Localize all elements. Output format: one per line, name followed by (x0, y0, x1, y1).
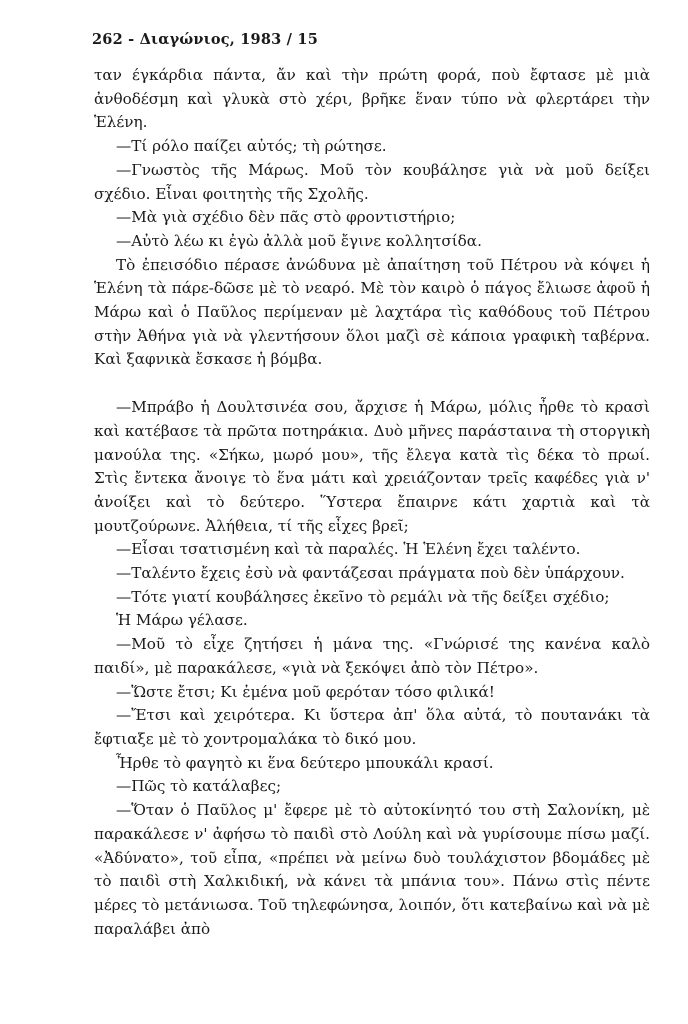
paragraph: Ἦρθε τὸ φαγητὸ κι ἕνα δεύτερο μπουκάλι κρασί. (116, 753, 494, 772)
paragraph: Τὸ ἐπεισόδιο πέρασε ἀνώδυνα μὲ ἀπαίτηση τοῦ Πέτρου νὰ κόψει ἡ Ἑλένη τὰ πάρε-δῶσε μὲ τὸ νεαρό. Μὲ τὸν καιρὸ ὁ πάγος ἔλιωσε ἀφοῦ ἡ Μάρω καὶ ὁ Παῦλος περίμεναν μὲ λαχτάρα τὶς καθόδους τοῦ Πέτρου στὴν Ἀθήνα γιὰ νὰ γλεντήσουν ὅλοι μαζὶ σὲ κάποια γραφικὴ ταβέρνα. Καὶ ξαφνικὰ ἔσκασε ἡ βόμβα. (94, 255, 650, 369)
paragraph: —Μοῦ τὸ εἶχε ζητήσει ἡ μάνα της. «Γνώρισέ της κανένα καλὸ παιδί», μὲ παρακάλεσε, «γιὰ νὰ ξεκόψει ἀπὸ τὸν Πέτρο». (94, 635, 650, 677)
paragraph: —Πῶς τὸ κατάλαβες; (116, 777, 282, 796)
paragraph: —Τότε γιατί κουβάλησες ἐκεῖνο τὸ ρεμάλι νὰ τῆς δείξει σχέδιο; (116, 587, 610, 606)
paragraph: —Γνωστὸς τῆς Μάρως. Μοῦ τὸν κουβάλησε γιὰ νὰ μοῦ δείξει σχέδιο. Εἶναι φοιτητὴς τῆς Σχολῆς. (94, 160, 650, 203)
paragraph: —Ταλέντο ἔχεις ἐσὺ νὰ φαντάζεσαι πράγματα ποὺ δὲν ὑπάρχουν. (116, 564, 625, 583)
section-break (94, 372, 650, 396)
paragraph: ταν έγκάρδια πάντα, ἄν καὶ τὴν πρώτη φορά, ποὺ ἔφτασε μὲ μιὰ ἀνθοδέσμη καὶ γλυκὰ στὸ χέρι, βρῆκε ἕναν τύπο νὰ φλερτάρει τὴν Ἑλένη. (94, 66, 650, 132)
paragraph: —Τί ρόλο παίζει αὐτός; τὴ ρώτησε. (116, 137, 387, 156)
running-head: 262 - Διαγώνιος, 1983 / 15 (92, 31, 318, 48)
paragraph: —Εἶσαι τσατισμένη καὶ τὰ παραλές. Ἡ Ἑλένη ἔχει ταλέντο. (116, 540, 581, 559)
paragraph: —Μπράβο ἡ Δουλτσινέα σου, ἄρχισε ἡ Μάρω, μόλις ἦρθε τὸ κρασὶ καὶ κατέβασε τὰ πρῶτα ποτηράκια. Δυὸ μῆνες παράσταινα τὴ στοργικὴ μανούλα της. «Σήκω, μωρό μου», τῆς ἔλεγα κατὰ τὶς δέκα τὸ πρωί. Στὶς ἔντεκα ἄνοιγε τὸ ἕνα μάτι καὶ χρειάζονταν τρεῖς καφέδες γιὰ ν' ἀνοίξει καὶ τὸ δεύτερο. Ὕστερα ἔπαιρνε κάτι χαρτιὰ καὶ τὰ μουτζούρωνε. Ἀλήθεια, τί τῆς εἶχες βρεῖ; (94, 398, 650, 535)
book-page (94, 28, 650, 941)
paragraph: —Ὥστε ἔτσι; Κι ἐμένα μοῦ φερόταν τόσο φιλικά! (116, 682, 495, 701)
paragraph: —Ἔτσι καὶ χειρότερα. Κι ὕστερα ἀπ' ὅλα αὐτά, τὸ πουτανάκι τὰ ἔφτιαξε μὲ τὸ χοντρομαλάκα τὸ δικό μου. (94, 706, 650, 748)
paragraph: Ἡ Μάρω γέλασε. (116, 611, 248, 630)
paragraph: —Αὐτὸ λέω κι ἐγὼ ἀλλὰ μοῦ ἔγινε κολλητσίδα. (116, 231, 482, 250)
paragraph: —Μὰ γιὰ σχέδιο δὲν πᾶς στὸ φροντιστήριο; (116, 208, 456, 227)
paragraph: —Ὅταν ὁ Παῦλος μ' ἔφερε μὲ τὸ αὐτοκίνητό του στὴ Σαλονίκη, μὲ παρακάλεσε ν' ἀφήσω τὸ παιδὶ στὸ Λούλη καὶ νὰ γυρίσουμε πίσω μαζί. «Ἀδύνατο», τοῦ εἶπα, «πρέπει νὰ μείνω δυὸ τουλάχιστον βδομάδες μὲ τὸ παιδὶ στὴ Χαλκιδική, νὰ κάνει τὰ μπάνια του». Πάνω στὶς πέντε μέρες τὸ μετάνιωσα. Τοῦ τηλεφώνησα, λοιπόν, ὅτι κατεβαίνω καὶ νὰ μὲ παραλάβει ἀπὸ (94, 801, 650, 938)
